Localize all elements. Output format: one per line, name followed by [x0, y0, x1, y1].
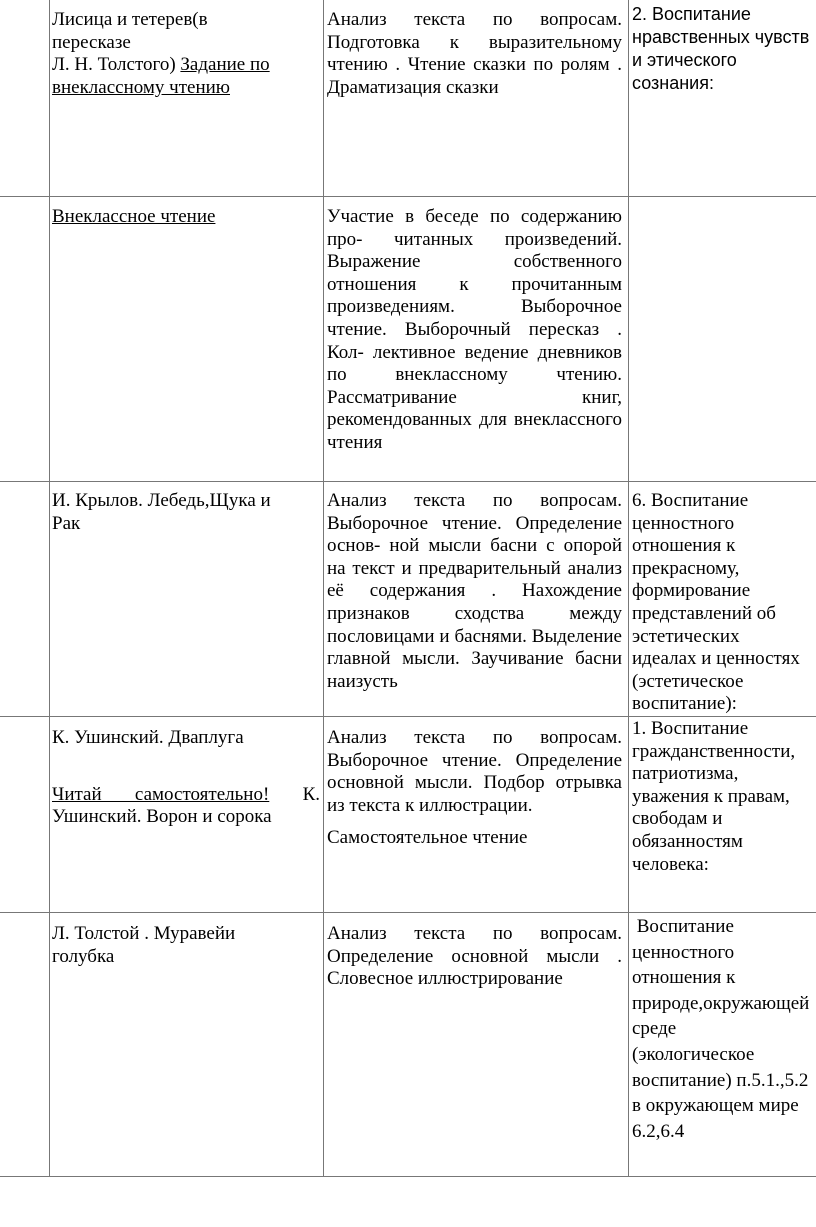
row-5-education-line: 6.2,6.4: [632, 1120, 685, 1142]
row-3-activities: Анализ текста по вопросам. Выборочное чтение. Определение основ- ной мысли басни с опорой на текст и предварительный анализ её содержания . Нахождение признаков сходства между пословицами и баснями. Выделение главной мысли. Заучивание басни наизусть: [327, 490, 622, 692]
row-5-activities: Анализ текста по вопросам. Определение основной мысли . Словесное иллюстрирование: [327, 923, 622, 990]
row-5-topic: Л. Толстой . Муравейи голубка: [52, 923, 236, 967]
row-1-education: [632, 3, 816, 95]
row-5-education-line: воспитание) п.5.1.,5.2: [632, 1069, 809, 1091]
row-4-education-line: патриотизма,: [632, 763, 739, 785]
row-5-education-line: среде: [632, 1018, 677, 1040]
row-4-education-line: уважения к правам,: [632, 785, 790, 807]
row-1-education-line: и этического: [632, 50, 737, 70]
row-3-education-line: отношения к: [632, 535, 736, 557]
row-3-education-line: (эстетическое: [632, 670, 744, 692]
row-divider-1: [0, 196, 816, 197]
row-3-education-line: формирование: [632, 580, 751, 602]
row-5-education-line: природе,окружающей: [632, 992, 810, 1014]
row-4-education-line: гражданственности,: [632, 740, 796, 762]
row-5-education-line: в окружающем мире: [632, 1095, 799, 1117]
row-5-education-line: Воспитание: [632, 916, 734, 937]
row-divider-2: [0, 481, 816, 482]
row-3-education-line: идеалах и ценностях: [632, 648, 800, 670]
row-4-topic: [52, 727, 320, 829]
row-3-education-line: воспитание):: [632, 693, 737, 715]
row-1-task-link-line2[interactable]: внеклассному чтению: [52, 76, 230, 98]
row-5-education-line: отношения к: [632, 967, 736, 989]
row-4-read-yourself-link[interactable]: Читай самостоятельно!: [52, 783, 270, 805]
row-3-topic: И. Крылов. Лебедь,Щука и Рак: [52, 490, 271, 534]
row-1-topic-line3: [52, 54, 320, 77]
row-3-education-line: ценностного: [632, 512, 735, 534]
spacer: [52, 750, 320, 772]
row-5-education-line: (экологическое: [632, 1043, 755, 1065]
row-1-topic: [52, 9, 320, 99]
row-3-education-line: прекрасному,: [632, 557, 740, 579]
row-divider-4: [0, 912, 816, 913]
row-3-education-line: представлений об: [632, 602, 776, 624]
row-5-education: [632, 914, 816, 1144]
row-4-activities: [327, 727, 622, 850]
row-4-extra-line1: Читай самостоятельно! К.: [52, 783, 320, 805]
row-4-education-line: обязанностям: [632, 830, 743, 852]
row-1-task-link[interactable]: Задание по: [180, 54, 270, 76]
row-4-education-line: человека:: [632, 853, 709, 875]
row-divider-3: [0, 716, 816, 717]
spacer: [52, 772, 320, 784]
row-1-education-line: сознания:: [632, 73, 714, 93]
row-1-topic-line2: пересказе: [52, 31, 131, 53]
row-4-education-line: 1. Воспитание: [632, 718, 749, 739]
row-3-education-line: 6. Воспитание: [632, 490, 749, 511]
row-2-activities: Участие в беседе по содержанию про- читанных произведений. Выражение собственного отношения к прочитанным произведениям. Выборочное чтение. Выборочный пересказ . Кол- лективное ведение дневников по внеклассному чтению. Рассматривание книг, рекомендованных для внеклассного чтения: [327, 206, 622, 453]
row-3-education: [632, 490, 816, 716]
table-border-left: [49, 0, 50, 1176]
row-divider-5: [0, 1176, 816, 1177]
row-4-extra-line2: Ушинский. Ворон и сорока: [52, 806, 272, 828]
row-1-topic-author: Л. Н. Толстого): [52, 54, 176, 76]
row-1-education-line: нравственных чувств: [632, 27, 810, 47]
row-4-activities-extra: Самостоятельное чтение: [327, 827, 528, 849]
row-4-activities-text: Анализ текста по вопросам. Выборочное чтение. Определение основной мысли. Подбор отрывка из текста к иллюстрации.: [327, 727, 622, 816]
row-3-education-line: эстетических: [632, 625, 740, 647]
table-border-col2: [323, 0, 324, 1176]
row-1-activities: Анализ текста по вопросам. Подготовка к выразительному чтению . Чтение сказки по ролям . Драматизация сказки: [327, 9, 622, 98]
table-border-col3: [628, 0, 629, 1176]
row-1-topic-line1: Лисица и тетерев(в: [52, 9, 208, 30]
row-1-education-line: 2. Воспитание: [632, 4, 751, 24]
row-2-topic-link[interactable]: Внеклассное чтение: [52, 206, 216, 227]
row-4-topic-title: К. Ушинский. Дваплуга: [52, 727, 244, 748]
row-4-education-line: свободам и: [632, 808, 723, 830]
row-5-education-line: ценностного: [632, 941, 735, 963]
row-4-education: [632, 718, 816, 876]
